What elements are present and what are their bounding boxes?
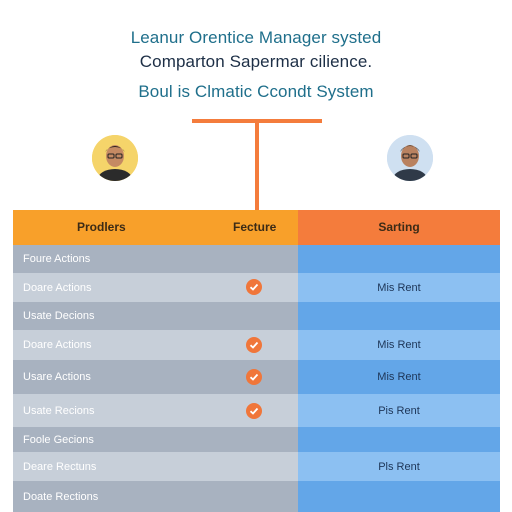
person-icon	[92, 135, 138, 181]
row-label: Doare Actions	[13, 273, 298, 302]
row-value: Pls Rent	[298, 452, 500, 481]
row-value: Pis Rent	[298, 394, 500, 427]
title-line-1: Leanur Orentice Manager systed	[130, 28, 382, 47]
table-row[interactable]	[13, 481, 298, 512]
person-icon	[387, 135, 433, 181]
header-label-3: Sarting	[378, 220, 420, 234]
row-value	[298, 427, 500, 452]
row-label: Usate Decions	[13, 302, 298, 330]
table-row[interactable]	[298, 245, 500, 273]
table-row[interactable]	[298, 273, 500, 302]
title-line-3: Boul is Clmatic Ccondt System	[138, 82, 374, 101]
row-value	[298, 481, 500, 512]
table-row[interactable]	[298, 302, 500, 330]
table-row[interactable]	[298, 330, 500, 360]
table-row[interactable]	[13, 394, 298, 427]
connector-vertical	[255, 121, 259, 211]
table-header-right	[298, 210, 500, 245]
table-row[interactable]	[13, 273, 298, 302]
row-label: Foole Gecions	[13, 427, 298, 452]
row-label: Doate Rections	[13, 481, 298, 512]
row-label: Deare Rectuns	[13, 452, 298, 481]
check-icon	[246, 279, 262, 295]
table-row[interactable]	[13, 302, 298, 330]
table-left-column	[13, 210, 298, 512]
comparison-table	[13, 210, 500, 512]
avatar-left	[92, 135, 138, 181]
table-row[interactable]	[298, 427, 500, 452]
row-value: Mis Rent	[298, 273, 500, 302]
table-row[interactable]	[298, 452, 500, 481]
header-label-1: Prodlers	[77, 220, 126, 234]
title-line-2: Comparton Sapermar cilience.	[139, 52, 373, 71]
table-row[interactable]	[13, 360, 298, 394]
table-right-column	[298, 210, 500, 512]
row-label: Foure Actions	[13, 245, 298, 273]
table-row[interactable]	[298, 360, 500, 394]
row-label: Doare Actions	[13, 330, 298, 360]
row-label: Usare Actions	[13, 360, 298, 394]
header-label-2: Fecture	[233, 220, 277, 234]
table-row[interactable]	[298, 394, 500, 427]
table-row[interactable]	[13, 245, 298, 273]
check-icon	[246, 403, 262, 419]
table-header-left	[13, 210, 298, 245]
title-block	[0, 26, 512, 104]
table-row[interactable]	[13, 427, 298, 452]
table-row[interactable]	[13, 330, 298, 360]
table-row[interactable]	[13, 452, 298, 481]
row-value: Mis Rent	[298, 360, 500, 394]
row-value	[298, 302, 500, 330]
row-value	[298, 245, 500, 273]
check-icon	[246, 369, 262, 385]
row-value: Mis Rent	[298, 330, 500, 360]
row-label: Usate Recions	[13, 394, 298, 427]
avatar-right	[387, 135, 433, 181]
check-icon	[246, 337, 262, 353]
table-row[interactable]	[298, 481, 500, 512]
